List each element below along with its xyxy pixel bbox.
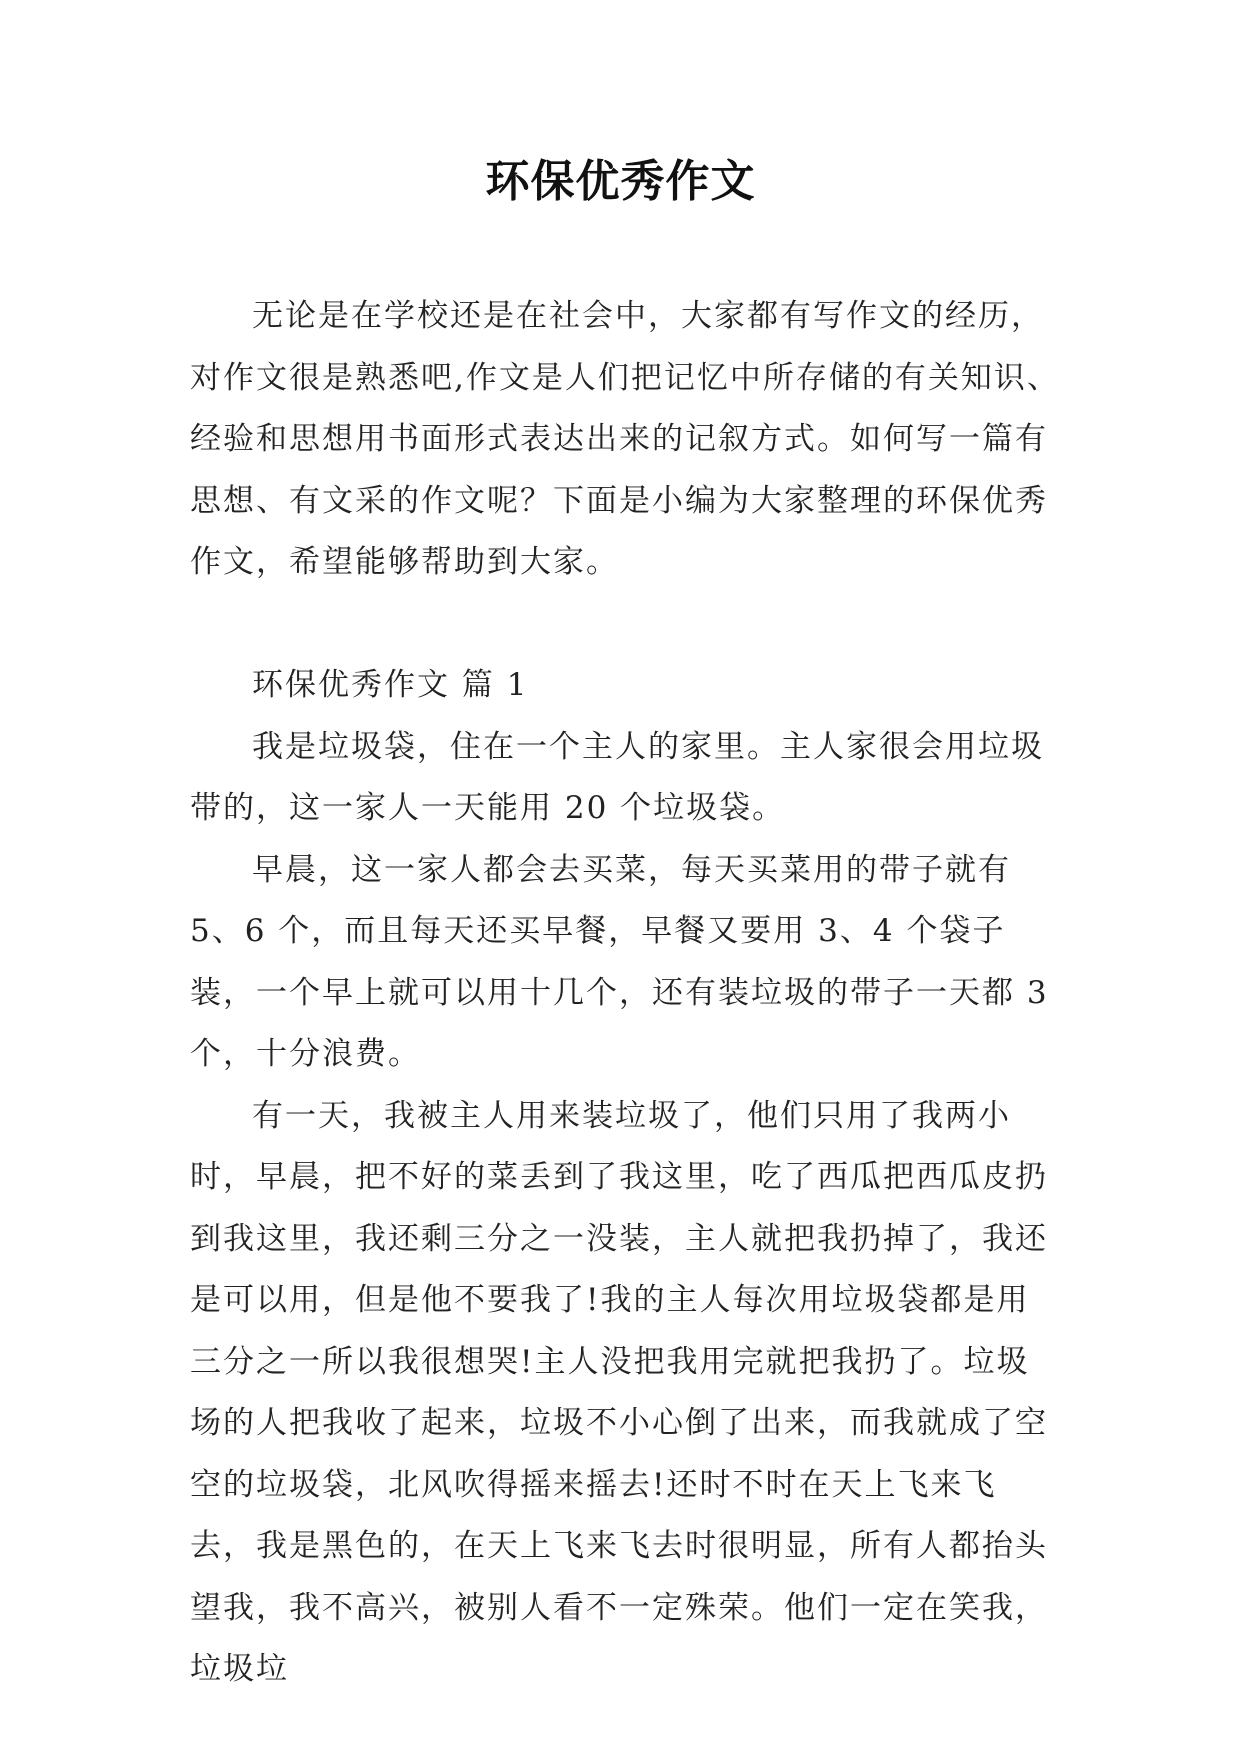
body-paragraph: 我是垃圾袋，住在一个主人的家里。主人家很会用垃圾带的，这一家人一天能用 20 个垃圾袋。 <box>190 728 1044 826</box>
section-heading: 环保优秀作文 篇 1 <box>252 667 529 703</box>
intro-paragraph: 无论是在学校还是在社会中，大家都有写作文的经历，对作文很是熟悉吧,作文是人们把记忆中所存储的有关知识、经验和思想用书面形式表达出来的记叙方式。如何写一篇有思想、有文采的作文呢？下面是小编为大家整理的环保优秀作文，希望能够帮助到大家。 <box>190 298 1060 580</box>
body-paragraph: 早晨，这一家人都会去买菜，每天买菜用的带子就有 5、6 个，而且每天还买早餐，早餐又要用 3、4 个袋子装，一个早上就可以用十几个，还有装垃圾的带子一天都 3 个，十分浪费。 <box>190 851 1049 1072</box>
body-paragraph: 有一天，我被主人用来装垃圾了，他们只用了我两小时，早晨，把不好的菜丢到了我这里，吃了西瓜把西瓜皮扔到我这里，我还剩三分之一没装，主人就把我扔掉了，我还是可以用，但是他不要我了!我的主人每次用垃圾袋都是用三分之一所以我很想哭!主人没把我用完就把我扔了。垃圾场的人把我收了起来，垃圾不小心倒了出来，而我就成了空空的垃圾袋，北风吹得摇来摇去!还时不时在天上飞来飞去，我是黑色的，在天上飞来飞去时很明显，所有人都抬头望我，我不高兴，被别人看不一定殊荣。他们一定在笑我，垃圾垃 <box>190 1097 1048 1687</box>
document-body <box>190 286 1060 1701</box>
document-title: 环保优秀作文 <box>485 156 756 207</box>
